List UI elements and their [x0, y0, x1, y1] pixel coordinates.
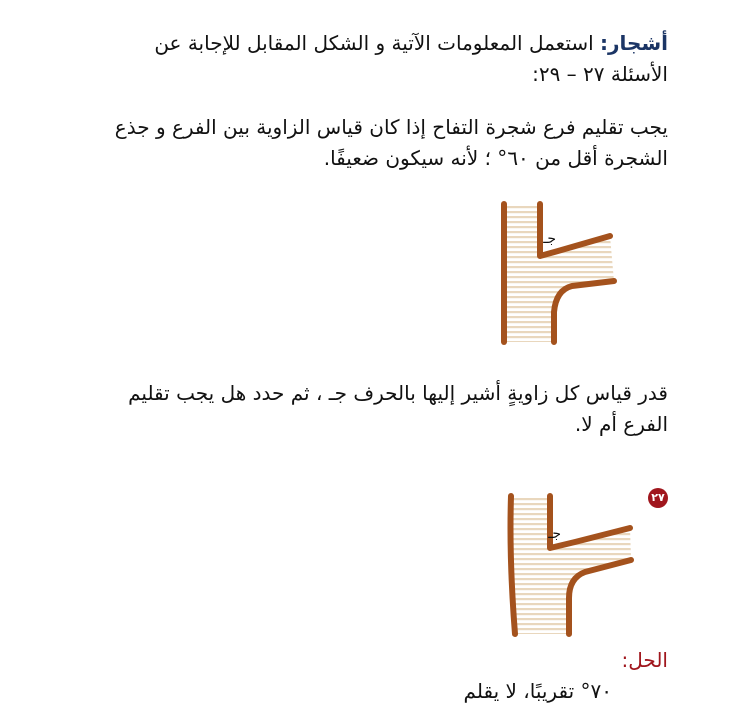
- topic-keyword: أشجار:: [600, 31, 668, 55]
- intro-text: استعمل المعلومات الآتية و الشكل المقابل للإجابة عن الأسئلة ٢٧ – ٢٩:: [154, 31, 668, 86]
- question-paragraph: قدر قياس كل زاويةٍ أشير إليها بالحرف جـ ، ثم حدد هل يجب تقليم الفرع أم لا.: [128, 381, 668, 436]
- solution-label: الحل:: [621, 648, 668, 672]
- rule-paragraph: يجب تقليم فرع شجرة التفاح إذا كان قياس الزاوية بين الفرع و جذع الشجرة أقل من ٦٠° ؛ لأنه سيكون ضعيفًا.: [114, 115, 668, 170]
- tree-branch-figure-27: [495, 488, 640, 638]
- intro-paragraph: [108, 28, 668, 90]
- angle-label-27: جـ: [548, 526, 561, 542]
- tree-branch-figure: [488, 196, 628, 346]
- question-number-badge: ٢٧: [648, 488, 668, 508]
- solution-text: ٧٠° تقريبًا، لا يقلم: [463, 679, 612, 703]
- angle-label: جـ: [543, 231, 556, 247]
